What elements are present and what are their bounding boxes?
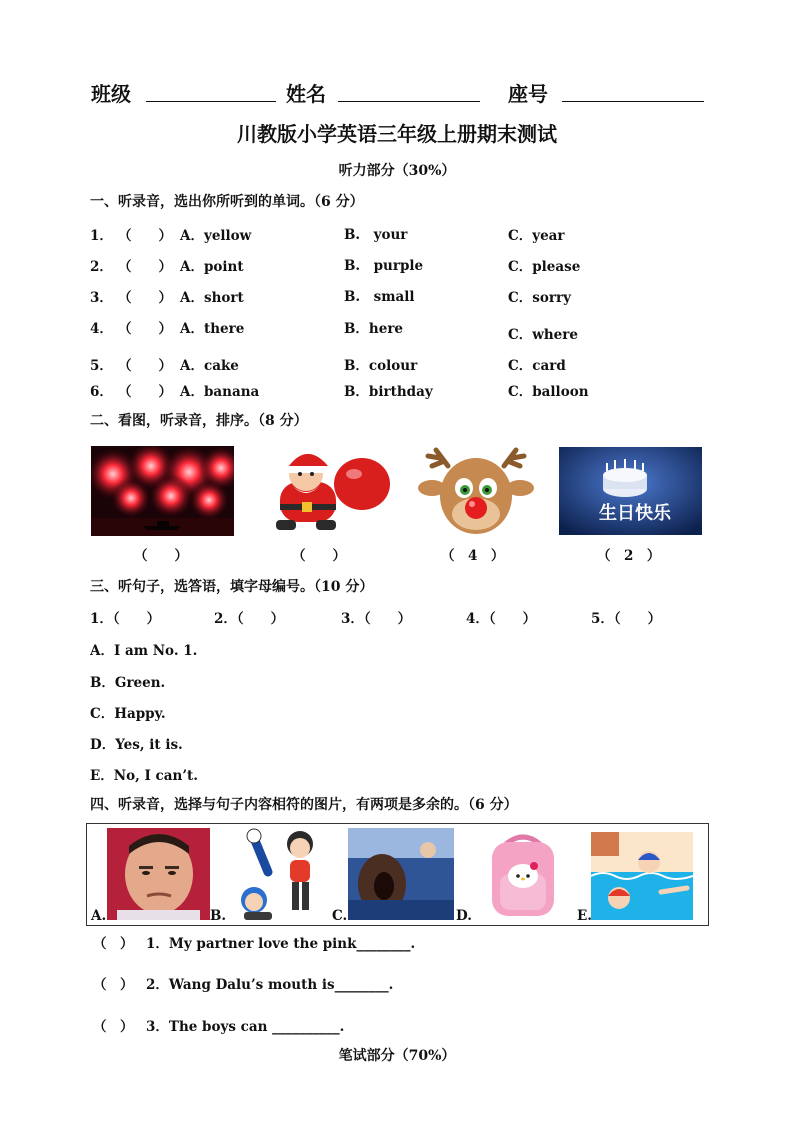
option-a: A．yellow [180,228,252,244]
answer-blank[interactable]: （ ） [118,358,172,374]
reindeer-icon [406,444,546,536]
picture-label: D. [456,908,472,924]
answer-blank[interactable]: （ ） [118,321,172,337]
reindeer-picture [406,444,546,536]
page-title: 川教版小学英语三年级上册期末测试 [237,122,557,146]
name-label: 姓名 [286,82,326,106]
birthday-cake-picture [559,447,702,535]
answer-option: A．I am No. 1. [90,643,198,659]
answer-option: D．Yes, it is. [90,737,183,753]
option-c: C．please [508,259,581,275]
section1-heading: 一、听录音，选出你所听到的单词。（6 分） [90,194,364,210]
option-c: C．card [508,358,566,374]
answer-option: E．No, I can’t. [90,768,198,784]
dancing-boy-icon [224,828,334,920]
question-number: 3． [90,290,113,306]
answer-blank[interactable]: （ ） [118,290,172,306]
dancing-boy-picture [224,828,334,920]
swimming-boys-picture [591,832,693,920]
answer-blank[interactable]: 5．（ ） [591,611,662,627]
option-b: B．here [344,321,404,337]
answer-blank[interactable]: 1．（ ） [90,611,161,627]
fireworks-picture [91,446,234,536]
question-number: 6． [90,384,113,400]
answer-blank[interactable]: 4．（ ） [466,611,537,627]
question-number: 2． [90,259,113,275]
option-c: C．year [508,228,565,244]
answer-blank[interactable]: （ ） [93,977,134,993]
answer-blank[interactable]: 3．（ ） [341,611,412,627]
answer-option: C．Happy. [90,706,166,722]
option-a: A．there [180,321,245,337]
question-number: 4． [90,321,113,337]
option-a: A．banana [180,384,260,400]
open-mouth-icon [348,828,454,920]
birthday-caption: 生日快乐 [599,503,671,524]
option-a: A．cake [180,358,239,374]
picture-label: C. [332,908,348,924]
picture-label: A. [91,908,107,924]
option-c: C．sorry [508,290,571,306]
name-blank[interactable] [338,101,480,102]
answer-blank[interactable]: （ ） [93,936,134,952]
option-b: B. your [344,227,408,243]
option-c: C．where [508,327,578,343]
answer-blank[interactable]: （ ） [93,1019,134,1035]
seat-label: 座号 [508,82,548,106]
picture-label: E. [577,908,592,924]
pink-bag-icon [472,828,574,920]
option-b: B. purple [344,258,424,274]
question-text: 1．My partner love the pink________. [146,936,416,952]
written-heading: 笔试部分（70%） [338,1048,456,1064]
question-text: 2．Wang Dalu’s mouth is________. [146,977,394,993]
question-number: 5． [90,358,113,374]
option-a: A．short [180,290,244,306]
santa-claus-picture [250,444,392,536]
fireworks-icon [91,446,234,536]
seat-blank[interactable] [562,101,704,102]
answer-option: B．Green. [90,675,166,691]
listening-heading: 听力部分（30%） [338,163,456,179]
answer-blank[interactable]: （ ） [118,259,172,275]
option-b: B．colour [344,358,418,374]
option-a: A．point [180,259,244,275]
open-mouth-picture [348,828,454,920]
swimming-icon [591,832,693,920]
man-face-picture [107,828,210,920]
section2-heading: 二、看图，听录音，排序。（8 分） [90,413,308,429]
answer-blank[interactable]: （ ） [118,228,172,244]
picture-answer-blank[interactable]: （ ） [134,548,188,564]
question-number: 1． [90,228,113,244]
santa-icon [250,444,392,536]
pink-bag-picture [472,828,574,920]
face-icon [107,828,210,920]
picture-answer-blank[interactable]: （ ） [292,548,346,564]
option-b: B. small [344,289,415,305]
picture-answer-blank[interactable]: （ 4 ） [441,548,505,564]
option-c: C．balloon [508,384,589,400]
picture-answer-blank[interactable]: （ 2 ） [597,548,661,564]
picture-label: B. [210,908,227,924]
question-text: 3．The boys can __________. [146,1019,345,1035]
option-b: B．birthday [344,384,433,400]
section4-heading: 四、听录音，选择与句子内容相符的图片，有两项是多余的。（6 分） [90,797,518,813]
class-label: 班级 [91,82,131,106]
answer-blank[interactable]: 2．（ ） [214,611,285,627]
answer-blank[interactable]: （ ） [118,384,172,400]
section3-heading: 三、听句子，选答语，填字母编号。（10 分） [90,579,374,595]
class-blank[interactable] [146,101,276,102]
